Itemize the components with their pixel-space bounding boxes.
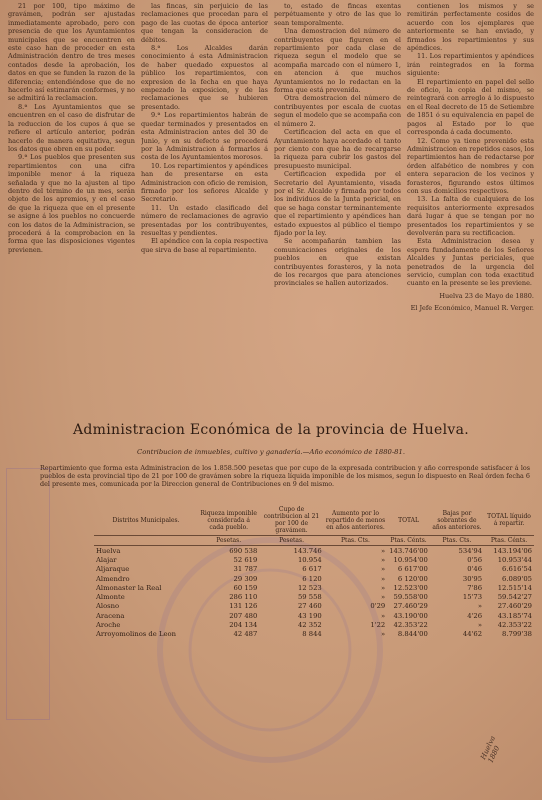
paragraph: 11. Un estado clasificado del número de reclamaciones de agravio presentadas por los contribuyentes, resueltas y pendientes. — [141, 203, 268, 237]
paragraph: las fincas, sin perjuicio de las reclamaciones que procedan para el pago de las cuotas de época anterior que tengan la consideracion de débitos. — [141, 2, 268, 44]
header-riqueza: Riqueza imponible considerada á cada pueblo. — [198, 505, 259, 536]
table-row — [94, 565, 534, 574]
table-cell: 59 558 — [297, 593, 322, 602]
table-cell: 690 538 — [229, 546, 258, 555]
paragraph: Esta Administracion desea y espera fundadamente de los Señores Alcaldes y Juntas periciales, que penetrados de la urgencia del servicio, cumplan con toda exactitud cuanto en la presente se les previene. — [407, 237, 534, 288]
paragraph: Certificacion del acta en que el Ayuntamiento haya acordado el tanto por ciento con que ha de recargarse la riqueza para cubrir los gastos del presupuesto municipal. — [274, 128, 401, 170]
table-cell: 8 844 — [302, 630, 322, 639]
table-header-row — [94, 505, 534, 536]
table-cell: 10.954'00 — [393, 555, 428, 564]
paragraph: El apéndice con la copia respectiva que sirva de base al repartimiento. — [141, 237, 268, 254]
table-cell: 30'95 — [462, 574, 483, 583]
column-4 — [407, 2, 534, 420]
table-cell: 1'22 — [370, 621, 386, 630]
column-1 — [8, 2, 135, 420]
district-name: Aroche — [96, 621, 121, 630]
table-cell: 143.746'00 — [389, 546, 428, 555]
signature-place: Huelva 23 de Mayo de 1880. — [439, 291, 534, 300]
table-row — [94, 546, 534, 556]
table-cell: » — [381, 565, 386, 574]
paragraph: Se acompañarán tambien las comunicaciones originales de los pueblos en que existan contribuyentes forasteros, y la nota de los recargos que para atenciones provinciales se hallen autorizados. — [274, 237, 401, 288]
district-name: Almendro — [96, 574, 130, 583]
unit-cell: Ptas. Cénts. — [484, 536, 534, 546]
table-cell: 12 523 — [297, 583, 322, 592]
table-cell: » — [381, 546, 386, 555]
section-title: Administracion Económica de la provincia de Huelva. — [73, 422, 469, 438]
table-cell: 15'73 — [462, 593, 483, 602]
table-cell: 6.616'54 — [502, 565, 532, 574]
table-cell: 10.954 — [297, 555, 322, 564]
table-cell: 52 619 — [233, 555, 258, 564]
paragraph: 12. Como ya tiene prevenido esta Administracion en repetidos casos, los repartimientos han de redactarse por órden alfabético de nombres y con entera separacion de los vecinos y forasteros, figurando estos últimos con sus domicilios respectivos. — [407, 136, 534, 195]
table-row — [94, 574, 534, 583]
table-cell: 44'62 — [462, 630, 483, 639]
paragraph: to, estado de fincas exentas perpétuamente y otro de las que lo sean temporalmente. — [274, 2, 401, 27]
intro-paragraph: Repartimiento que forma esta Administracion de los 1.858.500 pesetas que por cupo de la expresada contribucion y año corresponde satisfacer á los pueblos de esta provincial tipo de 21 por 100 de gravámen sobre la riqueza líquida imponible de los mismos, segun lo dispuesto en Real órden fecha 6 del presente mes, comunicada por la Direccion general de Contribuciones en 9 del mismo. — [40, 464, 530, 489]
table-cell: » — [381, 583, 386, 592]
table-cell: 131 126 — [229, 602, 258, 611]
table-cell: 10.953'44 — [497, 555, 532, 564]
distribution-table — [94, 505, 534, 639]
paragraph: 9.ª Los repartimientos habrán de quedar terminados y presentados en esta Administracion antes del 30 de Junio, y en su defecto se procederá por la Administracion á formarlos á costa de los Ayuntamientos morosos. — [141, 111, 268, 162]
table-cell: » — [381, 630, 386, 639]
unit-cell — [94, 536, 198, 546]
table-cell: 27.460'29 — [497, 602, 532, 611]
table-row — [94, 630, 534, 639]
table-cell: 143.746 — [293, 546, 322, 555]
table-cell: 12.515'14 — [497, 583, 532, 592]
table-cell: 31 787 — [233, 565, 258, 574]
table-cell: 6 617'00 — [397, 565, 428, 574]
district-name: Aljaraque — [96, 565, 130, 574]
table-cell: 143.194'06 — [493, 546, 532, 555]
table-cell: » — [381, 593, 386, 602]
table-cell: 4'26 — [467, 611, 483, 620]
paragraph: 8.ª Los Alcaldes darán conocimiento á esta Administracion de haber quedado expuestos al público los repartimientos, con expresion de la fecha en que haya empezado la exposicion, y de las reclamaciones que se hubieren presentado. — [141, 44, 268, 111]
table-cell: 6 120 — [302, 574, 322, 583]
unit-cell: Pesetas. — [198, 536, 259, 546]
header-cupo: Cupo de contribucion al 21 por 100 de gravámen. — [259, 505, 323, 536]
table-row — [94, 592, 534, 601]
table-cell: 286 110 — [229, 593, 258, 602]
table-cell: 0'29 — [370, 602, 386, 611]
table-cell: 59.542'27 — [497, 593, 532, 602]
table-cell: 207 480 — [229, 611, 258, 620]
table-cell: 42 487 — [233, 630, 258, 639]
table-cell: 27.460'29 — [393, 602, 428, 611]
unit-cell: Ptas. Cts. — [430, 536, 484, 546]
table-cell: 6.089'05 — [502, 574, 532, 583]
table-cell: 42.353'22 — [393, 621, 428, 630]
table-cell: 43.190'00 — [393, 611, 428, 620]
paragraph: El repartimiento en papel del sello de oficio, la copia del mismo, se reintegrará con arreglo á lo dispuesto en el Real decreto de 15 de Setiembre de 1851 ó su equivalencia en papel de pagos al Estado por lo que corresponda á cada documento. — [407, 77, 534, 137]
table-cell: » — [477, 602, 483, 611]
decree-text-columns — [8, 2, 534, 420]
signature-name: El Jefe Económico, Manuel R. Verger. — [410, 304, 534, 313]
unit-cell: Ptas. Cts. — [324, 536, 387, 546]
column-2 — [141, 2, 268, 420]
table-cell: 59.558'00 — [393, 593, 428, 602]
table-cell: » — [381, 555, 386, 564]
table-cell: 12.523'00 — [393, 583, 428, 592]
table-cell: 6 617 — [302, 565, 322, 574]
table-cell: 0'56 — [467, 555, 483, 564]
table-cell: 42.353'22 — [497, 621, 532, 630]
table-cell: » — [381, 611, 386, 620]
paragraph: Certificacion expedida por el Secretario del Ayuntamiento, visada por el Sr. Alcalde y firmada por todos los individuos de la Junta pericial, en que se haga constar terminantemente que el repartimiento y apéndices han estado expuestos al público el tiempo fijado por la ley. — [274, 170, 401, 237]
table-cell: » — [381, 574, 386, 583]
paragraph: 13. La falta de cualquiera de los requisitos anteriormente expresados dará lugar á que se tengan por no presentados los repartimientos y se devolverán para su rectificacion. — [407, 195, 534, 237]
paragraph: 10. Los repartimientos y apéndices han de presentarse en esta Administracion con oficio de remision, firmado por los señores Alcalde y Secretario. — [141, 161, 268, 204]
table-cell: 6 120'00 — [397, 574, 428, 583]
table-row — [94, 555, 534, 564]
district-name: Alajar — [96, 555, 117, 564]
table-cell: 43 190 — [297, 611, 322, 620]
table-row — [94, 620, 534, 629]
header-total: TOTAL — [387, 505, 430, 536]
table-row — [94, 583, 534, 592]
district-name: Almonte — [96, 593, 125, 602]
margin-handwritten-note: Huelva 1880 — [479, 734, 502, 765]
paragraph: 11. Los repartimientos y apéndices irán reintegrados en la forma siguiente: — [407, 52, 534, 78]
table-cell: 204 134 — [229, 621, 258, 630]
paragraph: 8.ª Los Ayuntamientos que se encuentren en el caso de disfrutar de la reduccion de los cupos á que se refiere el artículo anterior, podrán hacerlo de manera equitativa, segun los datos que obren en su poder. — [8, 102, 135, 153]
unit-cell: Pesetas. — [259, 536, 323, 546]
table-cell: 60 159 — [233, 583, 258, 592]
table-units-row — [94, 536, 534, 546]
district-name: Arroyomolinos de Leon — [96, 630, 176, 639]
paragraph: contienen los mismos y se remitirán perfectamente cosidos de acuerdo con los ejemplares que anteriormente se han enviado, y firmados los repartimientos y sus apéndices. — [407, 2, 534, 53]
header-districts: Distritos Municipales. — [94, 505, 198, 536]
table-cell: 534'94 — [458, 546, 483, 555]
table-cell: 8.799'38 — [502, 630, 532, 639]
table-cell: » — [477, 621, 483, 630]
district-name: Almonaster la Real — [96, 583, 162, 592]
table-cell: 0'46 — [467, 565, 483, 574]
table-cell: 8.844'00 — [397, 630, 428, 639]
header-aumento: Aumento por lo repartido de menos en años anteriores. — [324, 505, 387, 536]
paragraph: Una demostracion del número de contribuyentes que figuren en el repartimiento por cada clase de riqueza segun el modelo que se acompaña marcado con el número 1, en atencion á que muchos Ayuntamientos no lo redactan en la forma que está prevenida. — [274, 27, 401, 95]
table-cell: 29 309 — [233, 574, 258, 583]
table-cell: 7'86 — [467, 583, 483, 592]
table-cell: 27 460 — [297, 602, 322, 611]
archive-stamp — [6, 468, 50, 720]
paragraph: 9.ª Los pueblos que presenten sus repartimientos con una cifra imponible menor á la riqueza señalada y que no la ajusten al tipo dentro del término de un mes, serán objeto de los apremios, y en el caso de que la riqueza que en el presente se asigne á los pueblos no concuerde con los datos de la Administracion, se procederá á la comprobacion en la forma que las disposiciones vigentes previenen. — [8, 153, 135, 254]
column-3 — [274, 2, 401, 420]
header-total-liquido: TOTAL líquido á repartir. — [484, 505, 534, 536]
paragraph: Otra demostracion del número de contribuyentes por escala de cuotas segun el modelo que se acompaña con el número 2. — [274, 94, 401, 128]
table-row — [94, 602, 534, 611]
district-name: Alosno — [96, 602, 120, 611]
table-row — [94, 611, 534, 620]
table-cell: 43.185'74 — [497, 611, 532, 620]
header-bajas: Bajas por sobrantes de años anteriores. — [430, 505, 484, 536]
table-body — [94, 546, 534, 639]
paragraph: 21 por 100, tipo máximo de gravámen, podrán ser ajustadas inmediatamente aprobado, pero con presencia de que los Ayuntamientos municipales que se encuentren en este caso han de proceder en esta Administración dentro de tres meses contados desde la aprobación, los datos en que se funden la razon de la diferencia; entendiéndose que de no hacerlo así estimarán conformes, y no se admitirá la reclamacion. — [8, 2, 135, 103]
table-cell: 42 352 — [297, 621, 322, 630]
district-name: Aracena — [96, 611, 125, 620]
section-subtitle: Contribucion de inmuebles, cultivo y ganadería.—Año económico de 1880-81. — [137, 448, 405, 456]
district-name: Huelva — [96, 546, 121, 555]
unit-cell: Ptas. Cénts. — [387, 536, 430, 546]
